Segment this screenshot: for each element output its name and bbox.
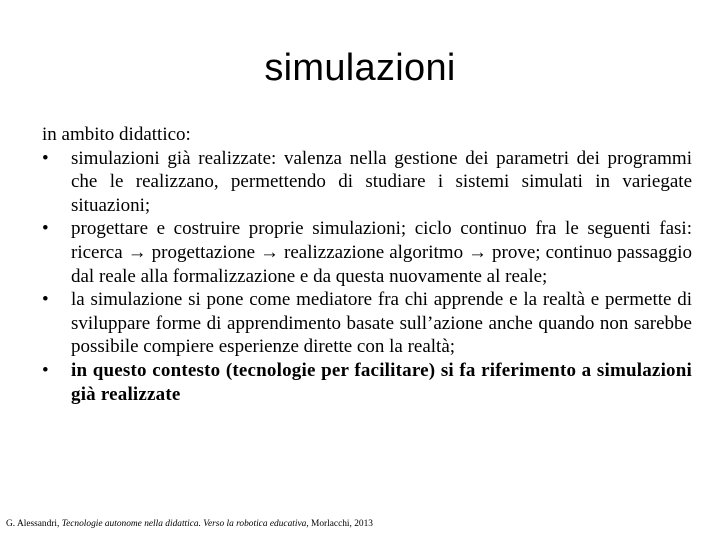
bullet-text: la simulazione si pone come mediatore fra chi apprende e la realtà e permette di sviluppare forme di apprendimento basate sull’azione anche quando non sarebbe possibile compiere esperienze dirette con la realtà; <box>71 289 692 358</box>
bullet-item-3 <box>42 288 692 359</box>
footer-publisher: , Morlacchi, 2013 <box>306 519 373 529</box>
bullet-text: simulazioni già realizzate: valenza nella gestione dei parametri dei programmi che le realizzano, permettendo di studiare i sistemi simulati in variegate situazioni; <box>71 147 692 216</box>
bullet-list <box>42 147 692 407</box>
bullet-icon: • <box>42 289 49 311</box>
bullet-item-2 <box>42 217 692 288</box>
bullet-icon: • <box>42 359 49 381</box>
footer-author: G. Alessandri, <box>6 519 62 529</box>
intro-text: in ambito didattico: <box>42 124 191 145</box>
bullet-text: progettare e costruire proprie simulazioni; ciclo continuo fra le seguenti fasi: ricerca → progettazione → realizzazione algoritmo → prove; continuo passaggio dal reale alla formalizzazione e da questa nuovamente al reale; <box>71 218 692 287</box>
bullet-icon: • <box>42 218 49 240</box>
bullet-text: in questo contesto (tecnologie per facilitare) si fa riferimento a simulazioni già realizzate <box>71 359 692 405</box>
footer-book-title: Tecnologie autonome nella didattica. Verso la robotica educativa <box>61 519 307 529</box>
footer-citation <box>6 518 373 530</box>
bullet-item-4 <box>42 359 692 406</box>
bullet-item-1 <box>42 147 692 218</box>
slide-title: simulazioni <box>264 47 456 89</box>
slide-content <box>42 123 692 406</box>
bullet-icon: • <box>42 147 49 169</box>
